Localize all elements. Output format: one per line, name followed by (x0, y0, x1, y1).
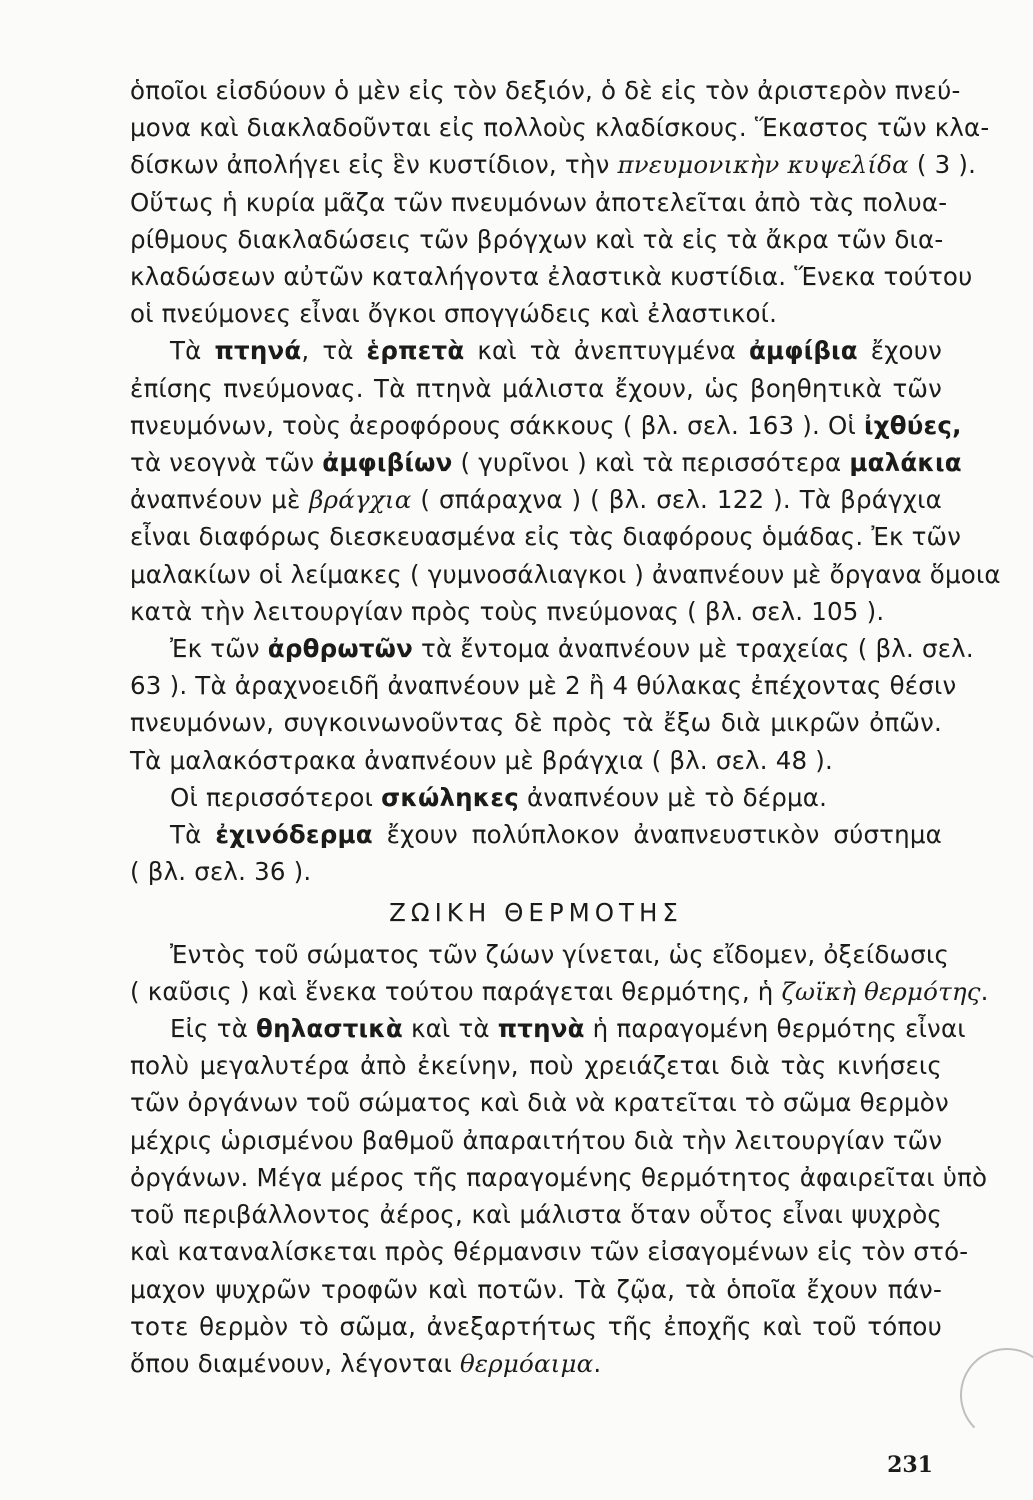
paragraph-echinoderms: Τὰ ἐχινόδερμα ἔχουν πολύπλοκον ἀναπνευστικὸν σύστημα ( βλ. σελ. 36 ). (130, 820, 942, 887)
library-stamp-icon (960, 1348, 1033, 1442)
paragraph-animal-heat: Ἐντὸς τοῦ σώματος τῶν ζώων γίνεται, ὡς εἴδομεν, ὀξείδωσις ( καῦσις ) καὶ ἕνεκα τούτου παράγεται θερμότης, ἡ ζωϊκὴ θερμότης. (130, 939, 989, 1006)
paragraph-animals-with-lungs: Τὰ πτηνά, τὰ ἑρπετὰ καὶ τὰ ἀνεπτυγμένα ἀμφίβια ἔχουν ἐπίσης πνεύμονας. Τὰ πτηνὰ μάλιστα ἔχουν, ὡς βοηθητικὰ τῶν πνευμόνων, τοὺς ἀεροφόρους σάκκους ( βλ. σελ. 163 ). Οἱ ἰχθύες, τὰ νεογνὰ τῶν ἀμφιβίων ( γυρῖνοι ) καὶ τὰ περισσότερα μαλάκια ἀναπνέουν μὲ βράγχια ( σπάραχνα ) ( βλ. σελ. 122 ). Τὰ βράγχια εἶναι διαφόρως διεσκευασμένα εἰς τὰς διαφόρους ὁμάδας. Ἐκ τῶν μαλακίων οἱ λείμακες ( γυμνοσάλιαγκοι ) ἀναπνέουν μὲ ὄργανα ὅμοια κατὰ τὴν λειτουργίαν πρὸς τοὺς πνεύμονας ( βλ. σελ. 105 ). (130, 336, 1001, 626)
paragraph-arthropods: Ἐκ τῶν ἀρθρωτῶν τὰ ἔντομα ἀναπνέουν μὲ τραχείας ( βλ. σελ. 63 ). Τὰ ἀραχνοειδῆ ἀναπνέουν μὲ 2 ἢ 4 θύλακας ἐπέχοντας θέσιν πνευμόνων, συγκοινωνοῦντας δὲ πρὸς τὰ ἔξω διὰ μικρῶν ὀπῶν. Τὰ μαλακόστρακα ἀναπνέουν μὲ βράγχια ( βλ. σελ. 48 ). (130, 634, 974, 775)
page-number: 231 (887, 1452, 933, 1478)
paragraph-worms: Οἱ περισσότεροι σκώληκες ἀναπνέουν μὲ τὸ δέρμα. (170, 782, 828, 812)
paragraph-warm-blooded: Εἰς τὰ θηλαστικὰ καὶ τὰ πτηνὰ ἡ παραγομένη θερμότης εἶναι πολὺ μεγαλυτέρα ἀπὸ ἐκείνην, ποὺ χρειάζεται διὰ τὰς κινήσεις τῶν ὀργάνων τοῦ σώματος καὶ διὰ νὰ κρατεῖται τὸ σῶμα θερμὸν μέχρις ὡρισμένου βαθμοῦ ἀπαραιτήτου διὰ τὴν λειτουργίαν τῶν ὀργάνων. Μέγα μέρος τῆς παραγομένης θερμότητος ἀφαιρεῖται ὑπὸ τοῦ περιβάλλοντος ἀέρος, καὶ μάλιστα ὅταν οὗτος εἶναι ψυχρὸς καὶ καταναλίσκεται πρὸς θέρμανσιν τῶν εἰσαγομένων εἰς τὸν στό- μαχον ψυχρῶν τροφῶν καὶ ποτῶν. Τὰ ζῷα, τὰ ὁποῖα ἔχουν πάν- τοτε θερμὸν τὸ σῶμα, ἀνεξαρτήτως τῆς ἐποχῆς καὶ τοῦ τόπου ὅπου διαμένουν, λέγονται θερμόαιμα. (130, 1014, 988, 1378)
paragraph-lungs-structure: ὁποῖοι εἰσδύουν ὁ μὲν εἰς τὸν δεξιόν, ὁ δὲ εἰς τὸν ἀριστερὸν πνεύ- μονα καὶ διακλαδοῦνται εἰς πολλοὺς κλαδίσκους. Ἕκαστος τῶν κλα- δίσκων ἀπολήγει εἰς ἓν κυστίδιον, τὴν πνευμονικὴν κυψελίδα ( 3 ). Οὕτως ἡ κυρία μᾶζα τῶν πνευμόνων ἀποτελεῖται ἀπὸ τὰς πολυα- ρίθμους διακλαδώσεις τῶν βρόγχων καὶ τὰ εἰς τὰ ἄκρα τῶν δια- κλαδώσεων αὐτῶν καταλήγοντα ἐλαστικὰ κυστίδια. Ἕνεκα τούτου οἱ πνεύμονες εἶναι ὄγκοι σπογγώδεις καὶ ἐλαστικοί. (130, 76, 990, 329)
section-heading: ΖΩΙΚΗ ΘΕΡΜΟΤΗΣ (389, 898, 683, 928)
body-text (130, 72, 1001, 1382)
